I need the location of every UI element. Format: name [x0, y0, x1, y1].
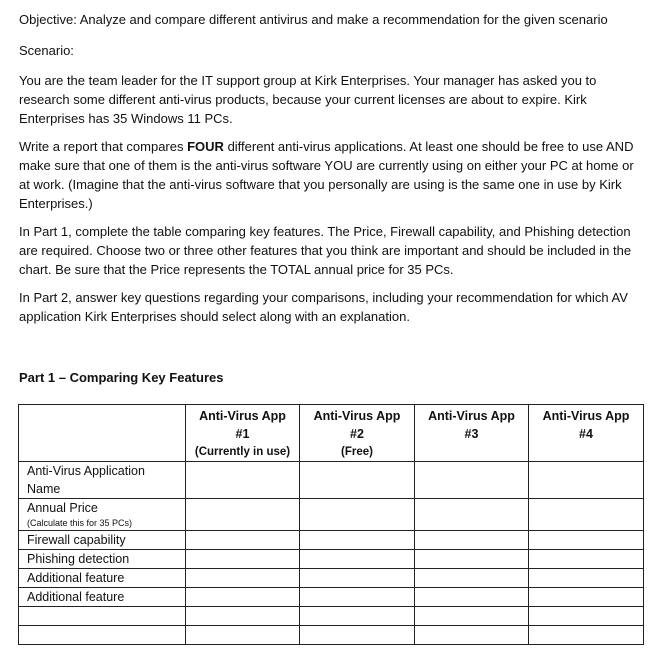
- comparison-table: [18, 404, 644, 645]
- table-row: [19, 569, 644, 588]
- row-label-price: [19, 499, 186, 531]
- table-cell[interactable]: [186, 626, 300, 645]
- table-cell[interactable]: [529, 499, 644, 531]
- table-cell[interactable]: [300, 462, 415, 499]
- table-cell[interactable]: [186, 588, 300, 607]
- table-cell[interactable]: [300, 588, 415, 607]
- scenario-paragraph: You are the team leader for the IT support group at Kirk Enterprises. Your manager has asked you to research some different anti-virus products, because your current licenses are about to expire. Kirk Enterprises has 35 Windows 11 PCs.: [19, 73, 597, 126]
- table-cell[interactable]: [300, 550, 415, 569]
- header-app-2-number: #2: [350, 427, 364, 441]
- row-label-phishing: Phishing detection: [19, 550, 186, 569]
- row-label-name: Anti-Virus Application Name: [19, 462, 186, 499]
- table-cell[interactable]: [415, 588, 529, 607]
- header-app-1-title: Anti-Virus App: [199, 409, 286, 423]
- table-corner-cell[interactable]: [19, 405, 186, 462]
- table-row: [19, 607, 644, 626]
- instructions-text-a: Write a report that compares: [19, 139, 188, 154]
- part1-heading: Part 1 – Comparing Key Features: [19, 370, 224, 385]
- header-app-1-note: (Currently in use): [194, 446, 291, 458]
- table-cell[interactable]: [19, 626, 186, 645]
- table-cell[interactable]: [186, 531, 300, 550]
- table-cell[interactable]: [415, 626, 529, 645]
- document-body: [19, 0, 641, 387]
- header-app-3: [415, 405, 529, 462]
- table-row: [19, 462, 644, 499]
- table-cell[interactable]: [415, 531, 529, 550]
- table-cell[interactable]: [300, 607, 415, 626]
- table-cell[interactable]: [186, 569, 300, 588]
- table-cell[interactable]: [415, 462, 529, 499]
- header-app-3-number: #3: [464, 427, 479, 441]
- header-app-3-title: Anti-Virus App: [428, 409, 515, 423]
- row-label-additional-2: Additional feature: [19, 588, 186, 607]
- header-app-1: [186, 405, 300, 462]
- header-app-4-title: Anti-Virus App: [542, 409, 630, 423]
- table-cell[interactable]: [529, 569, 644, 588]
- header-app-4: [529, 405, 644, 462]
- table-cell[interactable]: [19, 607, 186, 626]
- objective-line: Objective: Analyze and compare different antivirus and make a recommendation for the given scenario: [19, 12, 608, 27]
- table-cell[interactable]: [529, 626, 644, 645]
- table-row: [19, 588, 644, 607]
- row-label-price-note: (Calculate this for 35 PCs): [27, 518, 133, 528]
- row-label-price-text: Annual Price: [27, 501, 98, 515]
- header-app-2-title: Anti-Virus App: [313, 409, 401, 423]
- table-cell[interactable]: [529, 531, 644, 550]
- table-row: [19, 550, 644, 569]
- header-app-2: [300, 405, 415, 462]
- instructions-paragraph: [19, 137, 641, 213]
- table-cell[interactable]: [186, 550, 300, 569]
- part1-instructions-paragraph: In Part 1, complete the table comparing key features. The Price, Firewall capability, and Phishing detection are required. Choose two or three other features that you think are important and should be included in the chart. Be sure that the Price represents the TOTAL annual price for 35 PCs.: [19, 224, 632, 277]
- header-app-4-number: #4: [579, 427, 593, 441]
- row-label-firewall: Firewall capability: [19, 531, 186, 550]
- table-cell[interactable]: [529, 607, 644, 626]
- header-app-1-number: #1: [235, 427, 250, 441]
- table-cell[interactable]: [415, 607, 529, 626]
- scenario-label: Scenario:: [19, 43, 74, 58]
- table-cell[interactable]: [186, 607, 300, 626]
- table-cell[interactable]: [300, 531, 415, 550]
- table-cell[interactable]: [415, 499, 529, 531]
- table-cell[interactable]: [529, 462, 644, 499]
- row-label-additional-1: Additional feature: [19, 569, 186, 588]
- table-header-row: [19, 405, 644, 462]
- table-cell[interactable]: [300, 569, 415, 588]
- table-cell[interactable]: [186, 499, 300, 531]
- table-cell[interactable]: [186, 462, 300, 499]
- table-cell[interactable]: [300, 499, 415, 531]
- table-cell[interactable]: [529, 588, 644, 607]
- instructions-emphasis: FOUR: [187, 139, 224, 154]
- table-cell[interactable]: [529, 550, 644, 569]
- table-cell[interactable]: [415, 550, 529, 569]
- table-row: [19, 499, 644, 531]
- table-cell[interactable]: [415, 569, 529, 588]
- table-row: [19, 531, 644, 550]
- header-app-2-note: (Free): [341, 446, 373, 458]
- table-cell[interactable]: [300, 626, 415, 645]
- part2-instructions-paragraph: In Part 2, answer key questions regarding your comparisons, including your recommendation for which AV application Kirk Enterprises should select along with an explanation.: [19, 290, 628, 324]
- instructions-text-b: different anti-virus applications. At least one should be free to use AND make sure that one of them is the anti-virus software YOU are currently using on either your PC at home or at work. (Imagine that the anti-virus software that you personally are using is the same one in use by Kirk Enterprises.): [19, 139, 634, 211]
- table-row: [19, 626, 644, 645]
